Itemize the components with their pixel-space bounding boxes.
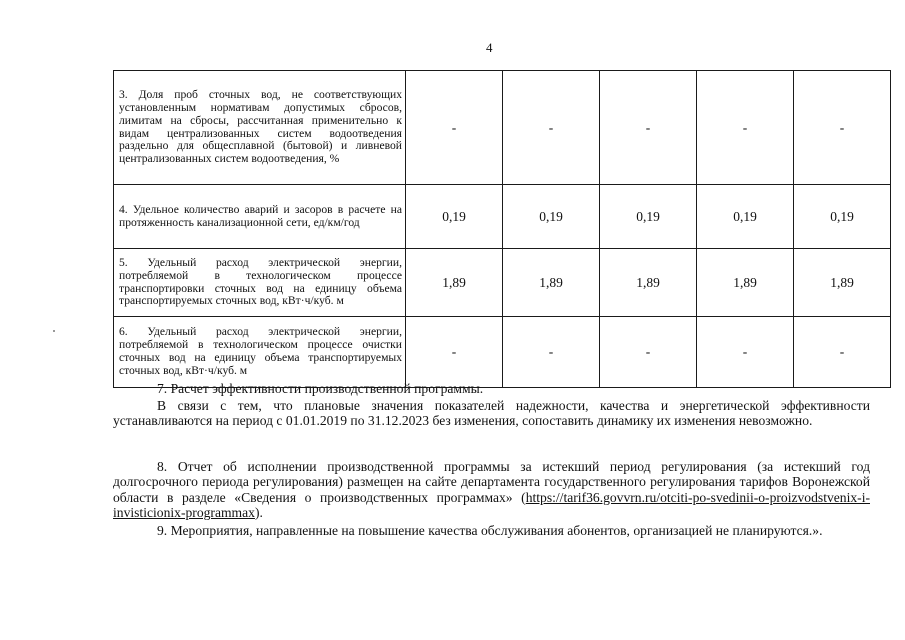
section-9-paragraph: 9. Мероприятия, направленные на повышение качества обслуживания абонентов, организацией не планируются.». — [157, 523, 823, 538]
section-8-paragraph — [113, 459, 870, 521]
row-label: 6. Удельный расход электрической энергии, потребляемой в технологическом процессе очистки сточных вод на единицу объема транспортируемых сточных вод, кВт·ч/куб. м — [114, 317, 406, 388]
section-7-body: В связи с тем, что плановые значения показателей надежности, качества и энергетической эффективности устанавливаются на период с 01.01.2019 по 31.12.2023 без изменения, сопоставить динамику их изменения невозможно. — [113, 398, 870, 429]
table-cell: - — [503, 71, 600, 185]
table-cell: - — [794, 71, 891, 185]
section-7-heading: 7. Расчет эффективности производственной программы. — [157, 381, 484, 396]
table-cell: - — [697, 317, 794, 388]
scan-dot — [53, 330, 55, 332]
indicators-table — [113, 70, 891, 388]
table-cell: 1,89 — [503, 249, 600, 317]
row-label: 3. Доля проб сточных вод, не соответствующих установленным нормативам допустимых сбросов, лимитам на сбросы, рассчитанная применительно к видам централизованных систем водоотведения раздельно для общесплавной (бытовой) и ливневой централизованных систем водоотведения, % — [114, 71, 406, 185]
table-cell: - — [406, 71, 503, 185]
table-cell: - — [503, 317, 600, 388]
table-row — [114, 185, 891, 249]
table-cell: 0,19 — [794, 185, 891, 249]
department-website-link[interactable]: https://tarif36.govvrn.ru/otciti-po-svedinii-o-proizvodstvenix-i-invisticionix-programmax — [113, 489, 870, 521]
section-8-end: ). — [254, 505, 263, 521]
table-cell: 1,89 — [406, 249, 503, 317]
table-cell: 0,19 — [406, 185, 503, 249]
page-number: 4 — [486, 40, 493, 55]
table-row — [114, 71, 891, 185]
row-label: 4. Удельное количество аварий и засоров в расчете на протяженность канализационной сети, ед/км/год — [114, 185, 406, 249]
table-row — [114, 317, 891, 388]
table-cell: 0,19 — [600, 185, 697, 249]
row-label: 5. Удельный расход электрической энергии, потребляемой в технологическом процессе транспортировки сточных вод на единицу объема транспортируемых сточных вод, кВт·ч/куб. м — [114, 249, 406, 317]
section-8-text: 8. Отчет об исполнении производственной программы за истекший период регулирования (за истекший год долгосрочного периода регулирования) размещен на сайте департамента государственного регулирования тарифов Воронежской области в разделе «Сведения о производственных программах» ( — [113, 459, 870, 505]
table-cell: - — [600, 71, 697, 185]
table-cell: 0,19 — [697, 185, 794, 249]
table-cell: - — [600, 317, 697, 388]
table-cell: - — [697, 71, 794, 185]
table-cell: 1,89 — [697, 249, 794, 317]
table-cell: 0,19 — [503, 185, 600, 249]
table-cell: - — [794, 317, 891, 388]
table-cell: - — [406, 317, 503, 388]
table-row — [114, 249, 891, 317]
table-cell: 1,89 — [600, 249, 697, 317]
table-cell: 1,89 — [794, 249, 891, 317]
